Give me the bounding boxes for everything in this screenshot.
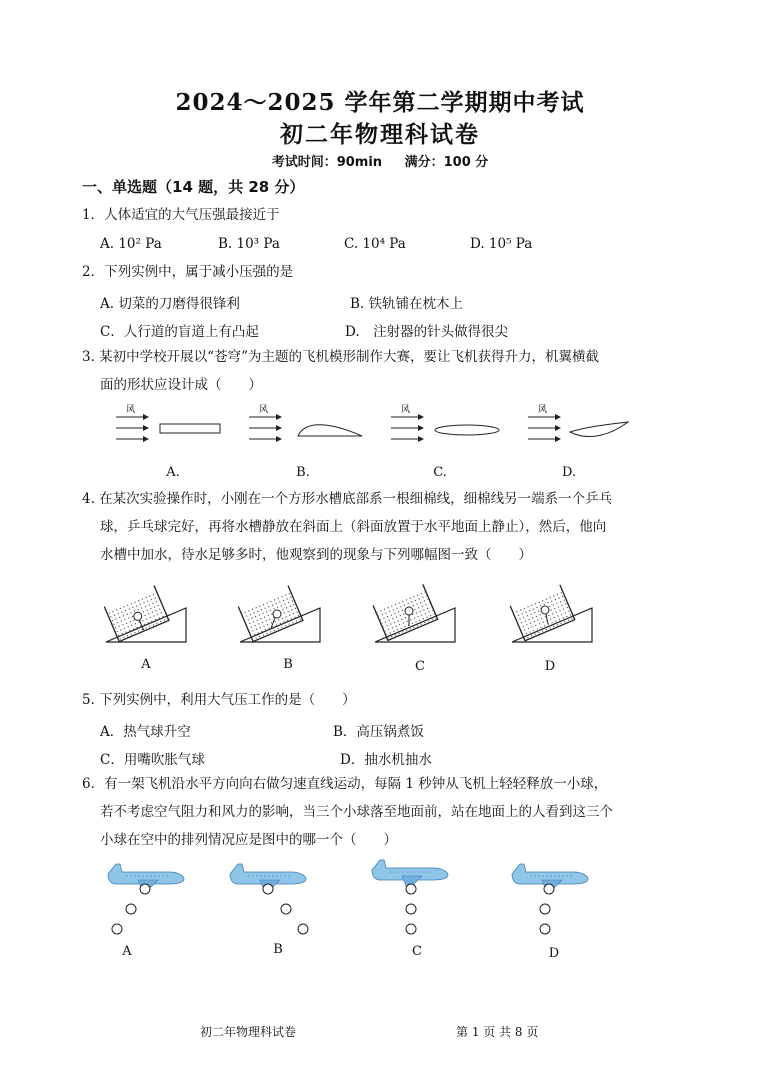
wind-label: 风: [401, 405, 411, 415]
rectangle-wing-shape: [160, 424, 220, 433]
q3-figure-b: [249, 404, 362, 439]
airfoil-wing-shape: [298, 425, 362, 436]
q6-figure-a: [108, 864, 184, 934]
q6-figure-c: [372, 860, 448, 934]
exam-subtitle: 初二年物理科试卷: [280, 121, 480, 148]
ellipse-wing-shape: [435, 425, 499, 435]
exam-title: 2024～2025 学年第二学期期中考试: [175, 89, 585, 116]
q4-figure-a: [104, 585, 186, 642]
q1-option-a: A. 10² Pa: [100, 236, 162, 252]
question-3-stem-line1: 3. 某初中学校开展以“苍穹”为主题的飞机模形制作大赛，要让飞机获得升力，机翼横截: [82, 349, 599, 365]
q2-option-b: B. 铁轨铺在枕木上: [350, 296, 464, 312]
wind-label: 风: [538, 405, 548, 415]
q4-figure-b: [238, 585, 320, 642]
q3-label-d: D.: [561, 465, 577, 480]
question-6-stem-line1: 6．有一架飞机沿水平方向向右做匀速直线运动，每隔 1 秒钟从飞机上轻轻释放一小球，: [82, 776, 608, 792]
q6-plane-figures: [0, 856, 760, 946]
q5-option-c: C．用嘴吹胀气球: [100, 752, 205, 768]
q6-label-b: B: [273, 942, 283, 957]
q4-label-d: D: [544, 659, 556, 674]
question-6-stem-line2: 若不考虑空气阻力和风力的影响，当三个小球落至地面前，站在地面上的人看到这三个: [100, 804, 613, 820]
question-1-stem: 1．人体适宜的大气压强最接近于: [82, 207, 280, 223]
q2-option-a: A. 切菜的刀磨得很锋利: [100, 296, 240, 312]
footer-page-number: 第 1 页 共 8 页: [456, 1025, 539, 1039]
q5-option-b: B．高压锅煮饭: [333, 724, 424, 740]
q2-option-d: D. 注射器的针头做得很尖: [345, 324, 509, 340]
footer-title: 初二年物理科试卷: [200, 1025, 297, 1039]
wind-label: 风: [259, 405, 269, 415]
q6-label-d: D: [548, 946, 560, 961]
q1-option-c: C. 10⁴ Pa: [344, 236, 406, 252]
question-5-stem: 5. 下列实例中，利用大气压工作的是（ ）: [82, 692, 356, 708]
q4-figure-c: [373, 584, 455, 642]
q2-option-c: C．人行道的盲道上有凸起: [100, 324, 259, 340]
question-4-stem-line2: 球，乒乓球完好，再将水槽静放在斜面上（斜面放置于水平地面上静止），然后，他向: [100, 519, 607, 535]
q3-figure-a: [116, 404, 220, 439]
question-6-stem-line3: 小球在空中的排列情况应是图中的哪一个（ ）: [100, 832, 397, 848]
q3-label-b: B.: [296, 465, 310, 480]
q5-option-d: D．抽水机抽水: [340, 752, 432, 768]
q4-figure-d: [510, 585, 592, 642]
inverted-airfoil-wing-shape: [570, 422, 628, 437]
question-2-stem: 2．下列实例中，属于减小压强的是: [82, 264, 294, 280]
q6-label-a: A: [122, 944, 132, 959]
q4-label-b: B: [283, 657, 293, 672]
q3-label-a: A.: [166, 465, 180, 480]
q3-wing-figures: [0, 398, 760, 488]
full-score: 满分：100 分: [404, 155, 489, 170]
q6-label-c: C: [412, 944, 422, 959]
exam-time: 考试时间：90min: [271, 155, 383, 170]
q4-tank-figures: [0, 578, 760, 650]
section-heading: 一、单选题（14 题，共 28 分）: [82, 178, 305, 196]
q6-figure-d: [512, 864, 588, 934]
exam-meta: [0, 151, 760, 170]
q6-figure-b: [230, 864, 308, 934]
question-3-stem-line2: 面的形状应设计成（ ）: [100, 377, 262, 393]
airplane-icon: [372, 860, 448, 886]
q1-option-d: D. 10⁵ Pa: [470, 236, 533, 252]
q5-option-a: A．热气球升空: [100, 724, 191, 740]
q3-figure-d: [528, 404, 628, 439]
q1-option-b: B. 10³ Pa: [218, 236, 280, 252]
q3-label-c: C.: [433, 465, 447, 480]
q3-figure-c: [391, 404, 499, 439]
question-4-stem-line1: 4. 在某次实验操作时，小刚在一个方形水槽底部系一根细棉线，细棉线另一端系一个乒乓: [82, 491, 613, 507]
q4-label-c: C: [415, 659, 425, 674]
wind-label: 风: [126, 405, 136, 415]
question-4-stem-line3: 水槽中加水，待水足够多时，他观察到的现象与下列哪幅图一致（ ）: [100, 547, 532, 563]
q4-label-a: A: [141, 657, 151, 672]
